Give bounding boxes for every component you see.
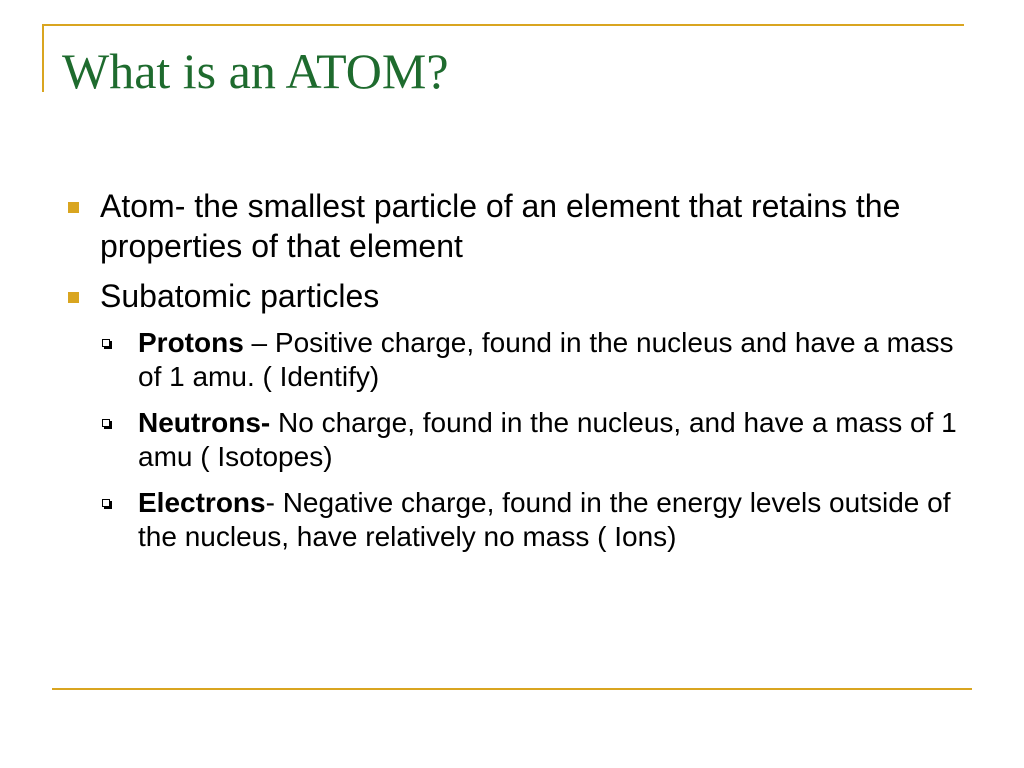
sub-bullet-neutrons	[62, 406, 962, 474]
subatomic-particles-list	[62, 326, 962, 554]
term-protons: Protons	[138, 327, 244, 358]
term-electrons: Electrons	[138, 487, 266, 518]
bullet-text: Subatomic particles	[100, 278, 380, 314]
hollow-square-bullet-icon	[102, 499, 110, 507]
protons-description: – Positive charge, found in the nucleus and have a mass of 1 amu. ( Identify)	[138, 327, 954, 392]
sub-bullet-electrons	[62, 486, 962, 554]
square-bullet-icon	[68, 202, 79, 213]
bullet-subatomic-particles	[62, 276, 962, 316]
hollow-square-bullet-icon	[102, 339, 110, 347]
left-accent-rule	[42, 24, 44, 92]
top-accent-rule	[42, 24, 964, 26]
bullet-atom-definition	[62, 186, 962, 266]
slide-title: What is an ATOM?	[62, 43, 449, 99]
neutrons-description: No charge, found in the nucleus, and have a mass of 1 amu ( Isotopes)	[138, 407, 957, 472]
hollow-square-bullet-icon	[102, 419, 110, 427]
square-bullet-icon	[68, 292, 79, 303]
sub-bullet-protons	[62, 326, 962, 394]
bullet-text: Atom- the smallest particle of an element that retains the properties of that element	[100, 188, 901, 264]
slide-body	[62, 186, 962, 566]
term-neutrons: Neutrons-	[138, 407, 271, 438]
bottom-accent-rule	[52, 688, 972, 690]
electrons-description: - Negative charge, found in the energy levels outside of the nucleus, have relatively no mass ( Ions)	[138, 487, 951, 552]
